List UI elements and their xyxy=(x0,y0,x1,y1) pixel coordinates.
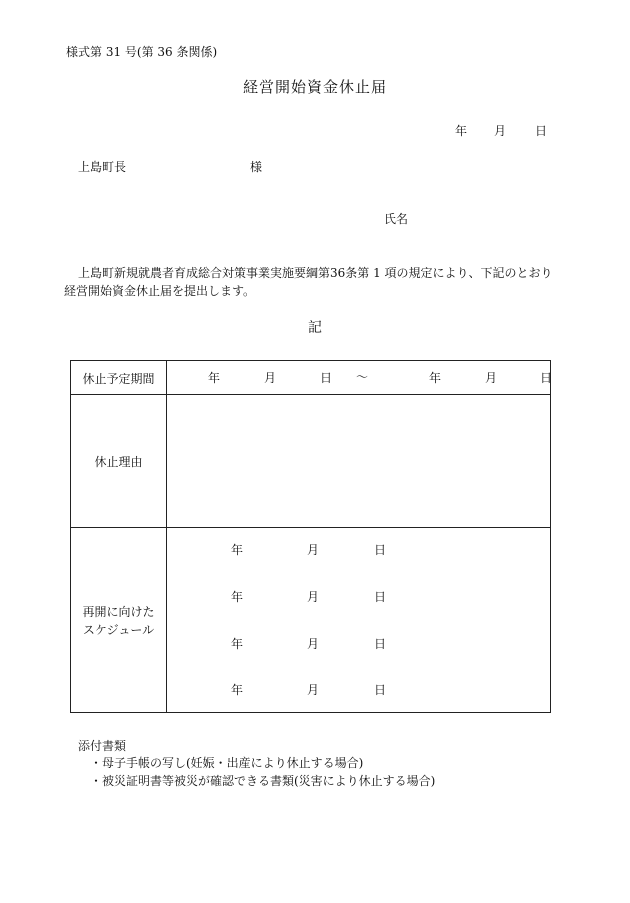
table-row-divider xyxy=(71,394,550,395)
period-start-year: 年 xyxy=(208,371,221,385)
period-label: 休止予定期間 xyxy=(82,372,155,386)
addressee: 上島町長 xyxy=(78,160,127,174)
schedule-row-1-year: 年 xyxy=(231,543,244,557)
schedule-row-3-month: 月 xyxy=(307,637,320,651)
body-text: 上島町新規就農者育成総合対策事業実施要綱第36条第 1 項の規定により、下記のとおり経営開始資金休止届を提出します。 xyxy=(64,266,553,298)
schedule-row-4-year: 年 xyxy=(231,683,244,697)
attachment-item: ・母子手帳の写し(妊娠・出産により休止する場合) xyxy=(90,756,364,770)
applicant-name-label: 氏名 xyxy=(384,212,409,226)
period-end-year: 年 xyxy=(429,371,442,385)
period-tilde: 〜 xyxy=(356,370,369,384)
schedule-label-line1: 再開に向けた xyxy=(82,605,155,619)
schedule-row-3-year: 年 xyxy=(231,637,244,651)
schedule-row-2-day: 日 xyxy=(374,590,387,604)
schedule-row-4-day: 日 xyxy=(374,683,387,697)
date-month: 月 xyxy=(494,124,507,138)
period-end-day: 日 xyxy=(540,371,553,385)
period-start-month: 月 xyxy=(264,371,277,385)
period-end-month: 月 xyxy=(485,371,498,385)
schedule-row-2-month: 月 xyxy=(307,590,320,604)
attachments-heading: 添付書類 xyxy=(78,739,127,753)
attachment-item: ・被災証明書等被災が確認できる書類(災害により休止する場合) xyxy=(90,774,436,788)
schedule-row-1-month: 月 xyxy=(307,543,320,557)
schedule-row-4-month: 月 xyxy=(307,683,320,697)
schedule-row-1-day: 日 xyxy=(374,543,387,557)
table-row-divider xyxy=(71,527,550,528)
date-day: 日 xyxy=(535,124,548,138)
details-table xyxy=(70,360,551,713)
honorific: 様 xyxy=(250,160,263,174)
form-number: 様式第 31 号(第 36 条関係) xyxy=(66,45,218,59)
schedule-label xyxy=(71,603,166,639)
reason-label: 休止理由 xyxy=(94,455,143,469)
schedule-row-2-year: 年 xyxy=(231,590,244,604)
schedule-row-3-day: 日 xyxy=(374,637,387,651)
period-start-day: 日 xyxy=(320,371,333,385)
ki-heading: 記 xyxy=(308,320,322,336)
date-year: 年 xyxy=(455,124,468,138)
table-column-divider xyxy=(166,361,167,712)
schedule-label-line2: スケジュール xyxy=(82,623,155,637)
document-title: 経営開始資金休止届 xyxy=(242,78,387,96)
